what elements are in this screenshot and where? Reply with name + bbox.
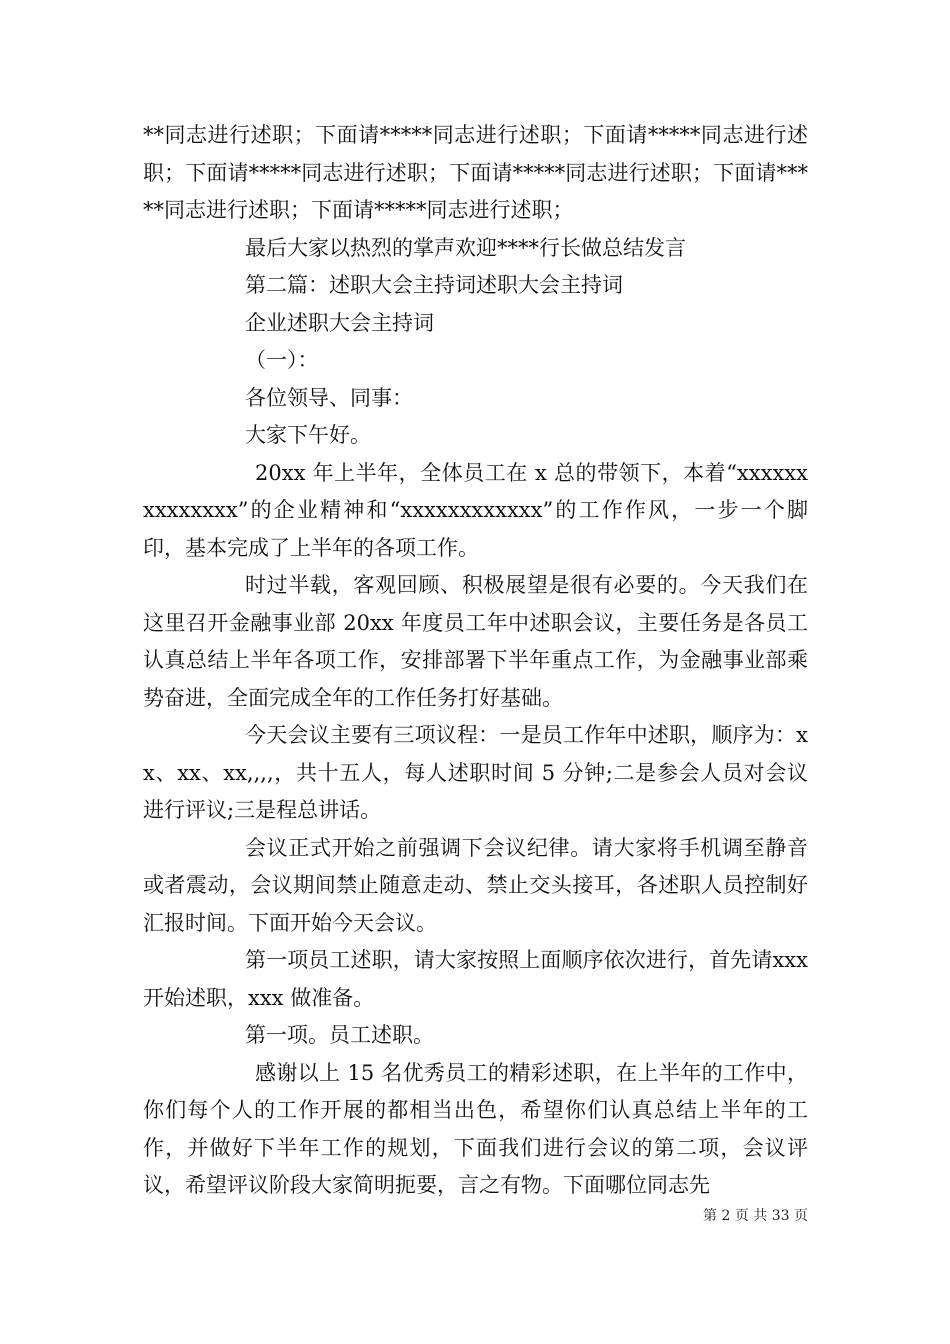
paragraph-intro: 20xx 年上半年，全体员工在 x 总的带领下，本着“xxxxxxxxxxxxxx”的企业精神和“xxxxxxxxxxxx”的工作作风，一步一个脚印，基本完成了上半年的各项工作。	[143, 460, 808, 560]
paragraph-first-item: 第一项员工述职，请大家按照上面顺序依次进行，首先请xxx 开始述职，xxx 做准备。	[143, 948, 808, 1010]
part-marker: （一）：	[245, 348, 319, 372]
paragraph-purpose: 时过半载，客观回顾、积极展望是很有必要的。今天我们在这里召开金融事业部 20xx 年度员工年中述职会议，主要任务是各员工认真总结上半年各项工作，安排部署下半年重点工作，为金融事业部乘势奋进，全面完成全年的工作任务打好基础。	[143, 573, 808, 710]
paragraph-item-label: 第一项。员工述职。	[245, 1023, 434, 1047]
section-heading: 第二篇：述职大会主持词述职大会主持词	[245, 273, 623, 297]
paragraph-continuation: **同志进行述职；下面请*****同志进行述职；下面请*****同志进行述职；下面请*****同志进行述职；下面请*****同志进行述职；下面请*****同志进行述职；下面请*****同志进行述职；	[143, 123, 808, 222]
greeting: 大家下午好。	[245, 423, 371, 447]
paragraph-agenda: 今天会议主要有三项议程：一是员工作年中述职，顺序为：xx、xx、xx,,,,，共十五人，每人述职时间 5 分钟;二是参会人员对会议进行评议;三是程总讲话。	[143, 723, 808, 822]
paragraph-discipline: 会议正式开始之前强调下会议纪律。请大家将手机调至静音或者震动，会议期间禁止随意走动、禁止交头接耳，各述职人员控制好汇报时间。下面开始今天会议。	[143, 835, 808, 935]
page-number-footer: 第 2 页 共 33 页	[703, 1208, 808, 1224]
document-body	[143, 117, 808, 1205]
salutation: 各位领导、同事：	[245, 385, 413, 410]
sub-heading: 企业述职大会主持词	[245, 310, 434, 335]
paragraph-thanks: 感谢以上 15 名优秀员工的精彩述职，在上半年的工作中，你们每个人的工作开展的都相当出色，希望你们认真总结上半年的工作，并做好下半年工作的规划，下面我们进行会议的第二项，会议评议，希望评议阶段大家简明扼要，言之有物。下面哪位同志先	[143, 1060, 808, 1197]
paragraph-closing: 最后大家以热烈的掌声欢迎****行长做总结发言	[245, 235, 686, 260]
